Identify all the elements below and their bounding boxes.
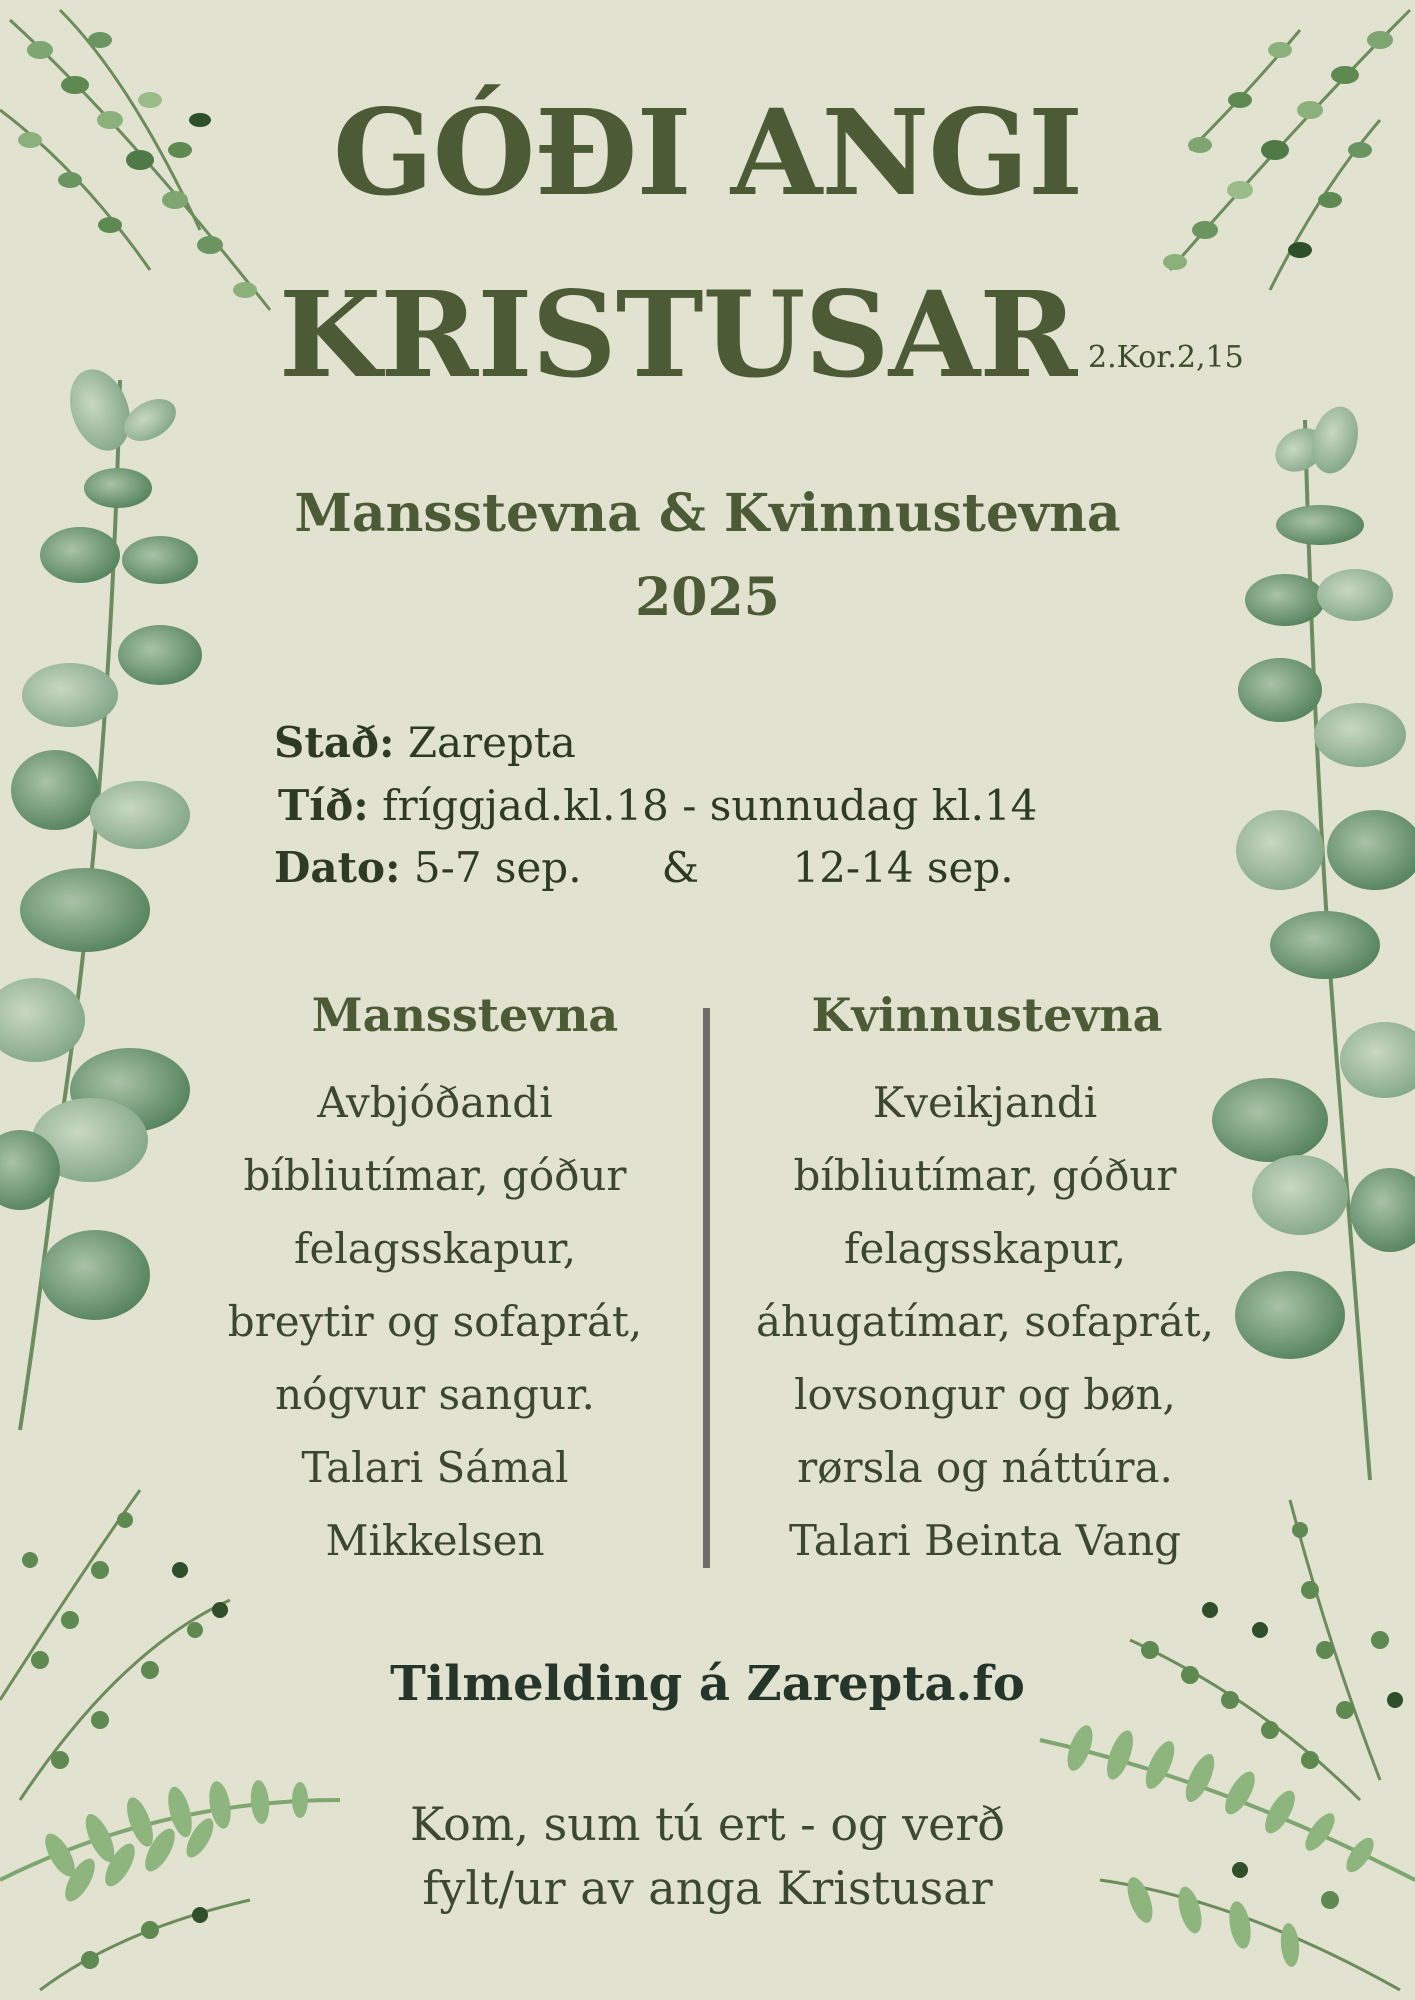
bible-verse-reference: 2.Kor.2,15 xyxy=(1088,340,1244,375)
description-line: Avbjóðandi xyxy=(317,1078,553,1127)
mens-conference-description xyxy=(175,1066,695,1577)
description-line: felagsskapur, xyxy=(843,1224,1127,1273)
info-time xyxy=(278,781,1038,830)
info-place xyxy=(274,718,576,767)
column-divider xyxy=(703,1008,710,1568)
closing-line-2: fylt/ur av anga Kristusar xyxy=(422,1861,993,1915)
description-line: Talari Beinta Vang xyxy=(788,1516,1182,1565)
registration-info: Tilmelding á Zarepta.fo xyxy=(390,1656,1025,1712)
description-line: Mikkelsen xyxy=(325,1516,545,1565)
event-year: 2025 xyxy=(635,567,780,628)
description-line: Talari Sámal xyxy=(301,1443,569,1492)
description-line: Kveikjandi xyxy=(872,1078,1098,1127)
description-line: bíbliutímar, góður xyxy=(793,1151,1177,1200)
place-label: Stað: xyxy=(274,718,395,767)
description-line: nógvur sangur. xyxy=(275,1370,595,1419)
description-line: rørsla og náttúra. xyxy=(797,1443,1173,1492)
description-line: bíbliutímar, góður xyxy=(243,1151,627,1200)
time-label: Tíð: xyxy=(278,781,369,830)
womens-conference-heading: Kvinnustevna xyxy=(811,988,1163,1042)
description-line: breytir og sofaprát, xyxy=(227,1297,643,1346)
description-line: felagsskapur, xyxy=(293,1224,577,1273)
event-subtitle: Mansstevna & Kvinnustevna xyxy=(294,483,1121,544)
mens-conference-heading: Mansstevna xyxy=(311,988,619,1042)
time-value: fríggjad.kl.18 - sunnudag kl.14 xyxy=(368,781,1038,830)
date-value: 5-7 sep. & 12-14 sep. xyxy=(400,843,1014,892)
description-line: lovsongur og bøn, xyxy=(794,1370,1176,1419)
date-label: Dato: xyxy=(274,843,401,892)
womens-conference-description xyxy=(725,1066,1245,1577)
title-line-1: GÓÐI ANGI xyxy=(332,83,1083,222)
description-line: áhugatímar, sofaprát, xyxy=(755,1297,1215,1346)
place-value: Zarepta xyxy=(394,718,576,767)
closing-invitation xyxy=(0,1792,1415,1920)
info-date xyxy=(274,843,1014,892)
title-line-2: KRISTUSAR xyxy=(278,265,1077,404)
closing-line-1: Kom, sum tú ert - og verð xyxy=(409,1797,1006,1851)
